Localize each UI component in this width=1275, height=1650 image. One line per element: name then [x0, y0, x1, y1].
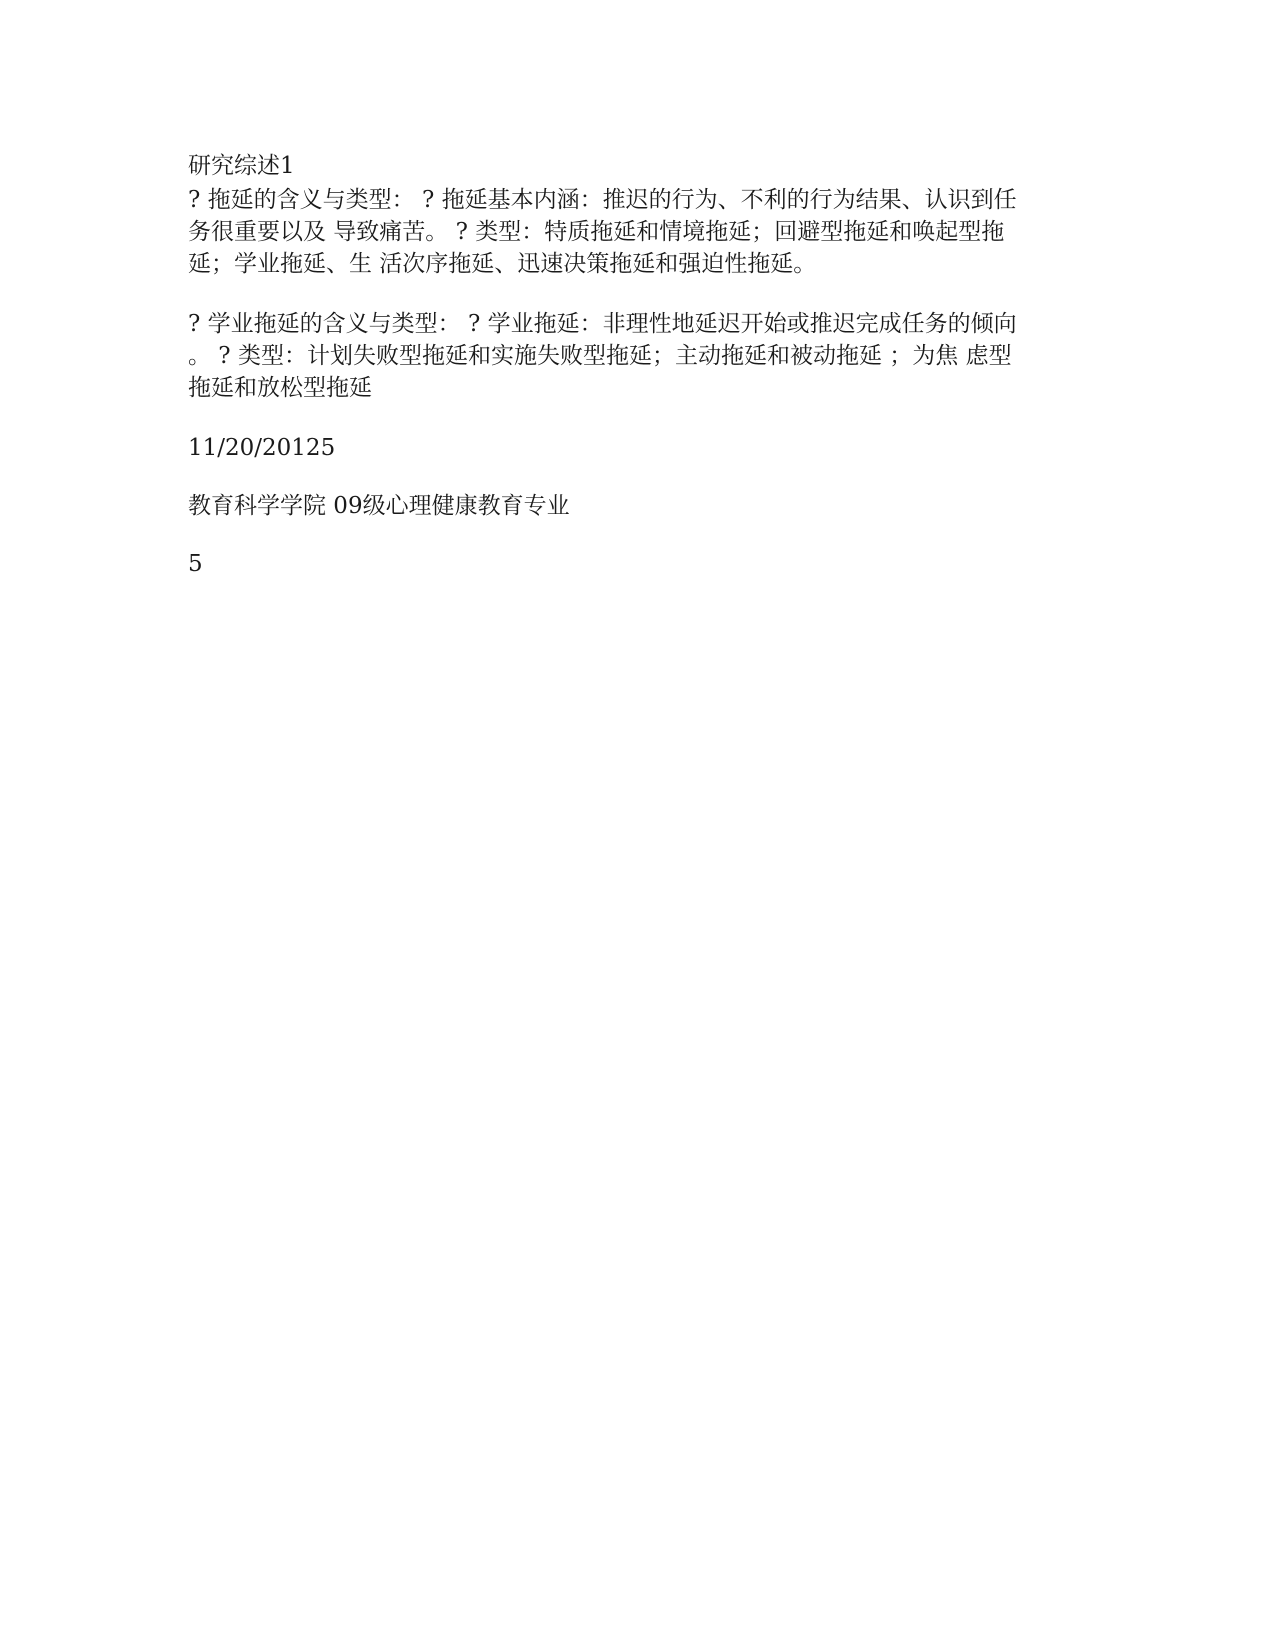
- page-number: 5: [188, 551, 203, 577]
- section-title: 研究综述1: [188, 153, 295, 179]
- paragraph-2-line-3: 拖延和放松型拖延: [188, 375, 372, 401]
- paragraph-2-line-2: 。 ? 类型：计划失败型拖延和实施失败型拖延；主动拖延和被动拖延 ；为焦 虑型: [188, 343, 1012, 369]
- footer-affiliation: 教育科学学院 09级心理健康教育专业: [188, 493, 570, 519]
- paragraph-1-line-3: 延；学业拖延、生 活次序拖延、迅速决策拖延和强迫性拖延。: [188, 251, 817, 277]
- paragraph-1-line-2: 务很重要以及 导致痛苦。 ? 类型：特质拖延和情境拖延；回避型拖延和唤起型拖: [188, 219, 1005, 245]
- date-text: 11/20/20125: [188, 435, 336, 461]
- paragraph-1-line-1: ? 拖延的含义与类型： ? 拖延基本内涵：推迟的行为、不利的行为结果、认识到任: [188, 187, 1017, 213]
- paragraph-2-line-1: ? 学业拖延的含义与类型： ? 学业拖延：非理性地延迟开始或推迟完成任务的倾向: [188, 311, 1017, 337]
